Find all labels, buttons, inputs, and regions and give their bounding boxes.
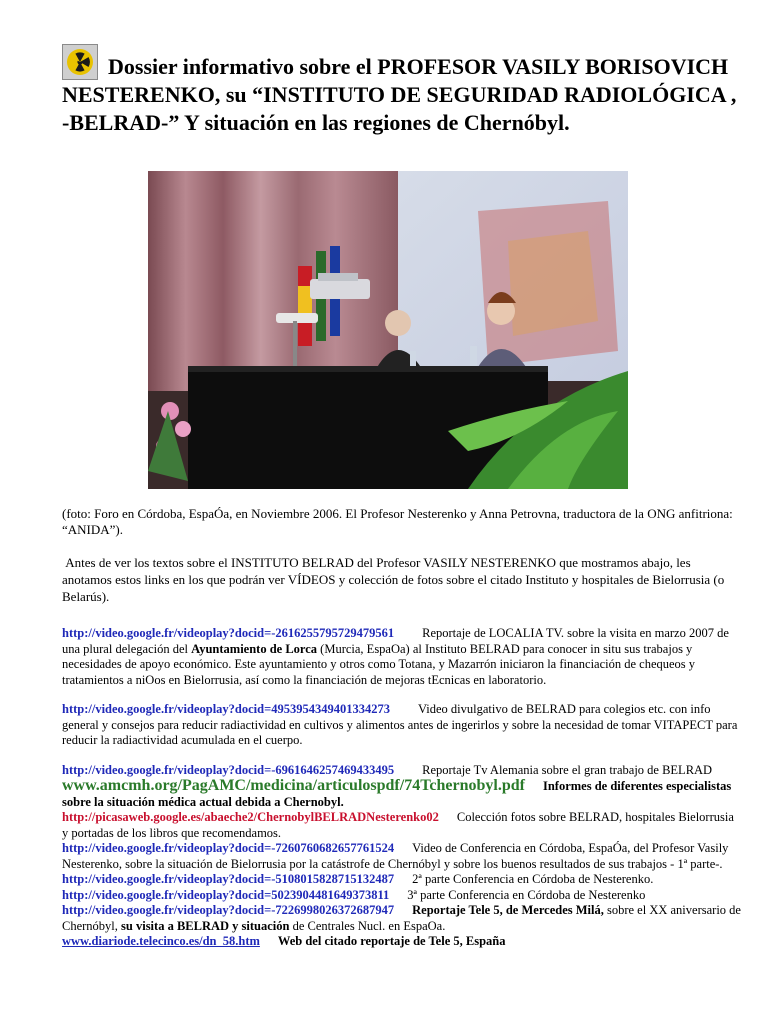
list-item — [62, 872, 742, 888]
entry-text-cont: de Centrales Nucl. en EspaOa. — [289, 918, 446, 933]
photo-caption: (foto: Foro en Córdoba, EspaÓa, en Noviembre 2006. El Profesor Nesterenko y Anna Petrovna, traductora de la ONG anfitriona: “ANIDA”). — [62, 506, 733, 537]
radiation-icon — [62, 44, 98, 80]
list-item — [62, 903, 742, 934]
list-item — [62, 702, 742, 749]
entry-text: Video de Conferencia en Córdoba, EspaÓa, del Profesor Vasily Nesterenko, sobre la situación de Bielorrusia por la catástrofe de Chernóbyl y sobre los buenos resultados de sus trabajos - 1ª parte-. — [62, 841, 729, 871]
list-item — [62, 778, 742, 810]
list-item — [62, 626, 742, 688]
entry-bold-text: Informes de diferentes especialistas sobre la situación médica actual debida a Chernobyl. — [62, 779, 732, 809]
web-link-telecinco[interactable]: www.diariode.telecinco.es/dn_58.htm — [62, 934, 260, 948]
video-link-divulgativo[interactable]: http://video.google.fr/videoplay?docid=4953954349401334273 — [62, 702, 390, 716]
entry-text: Reportaje Tv Alemania sobre el gran trabajo de BELRAD — [422, 762, 713, 777]
entry-text: 3ª parte Conferencia en Córdoba de Nesterenko — [407, 887, 646, 902]
entry-text-cont: (Murcia, EspaOa) al Instituto BELRAD para conocer in situ sus trabajos y necesidades de apoyo económico. Este ayuntamiento y otros como Totana, y Mazarrón iniciaron la financiación de chequeos y tratamientos a niOos en Bielorrusia, así como la financiación de mejoras tEcnicas en laboratorio. — [62, 641, 696, 687]
entry-text: Reportaje de LOCALIA TV. sobre la visita en marzo 2007 de una plural delegación del — [62, 626, 729, 656]
intro-text: Antes de ver los textos sobre el INSTITUTO BELRAD del Profesor VASILY NESTERENKO que mostramos abajo, les anotamos estos links en los que podrán ver VÍDEOS y colección de fotos sobre el citado Instituto y hospitales de Bielorrusia (o Belarús). — [62, 555, 725, 604]
list-item — [62, 888, 742, 904]
title-text: Dossier informativo sobre el PROFESOR VASILY BORISOVICH NESTERENKO, su “INSTITUTO DE SEGURIDAD RADIOLÓGICA , -BELRAD-” Y situación en las regiones de Chernóbyl. — [62, 54, 737, 135]
entry-bold-text: Reportaje Tele 5, de Mercedes Milá, — [412, 903, 604, 917]
list-item — [62, 763, 742, 779]
entry-bold-text-2: su visita a BELRAD y situación — [121, 918, 290, 933]
list-item — [62, 934, 742, 950]
entry-text: Video divulgativo de BELRAD para colegios etc. con info general y consejos para reducir radiactividad en cultivos y alimentos antes de ingerirlos y sobre la necesidad de tomar VITAPECT para reducir la radiactividad acumulada en el cuerpo. — [62, 702, 738, 747]
links-list — [62, 626, 742, 950]
photo-gallery-link[interactable]: http://picasaweb.google.es/abaeche2/ChernobylBELRADNesterenko02 — [62, 810, 439, 824]
entry-bold-text: Ayuntamiento de Lorca — [191, 641, 318, 656]
video-link-alemania[interactable]: http://video.google.fr/videoplay?docid=-6961646257469433495 — [62, 762, 395, 777]
conference-photo — [148, 171, 628, 489]
video-link-tele5[interactable]: http://video.google.fr/videoplay?docid=-7226998026372687947 — [62, 903, 395, 917]
entry-text: 2ª parte Conferencia en Córdoba de Nesterenko. — [412, 872, 654, 886]
entry-text: sobre el XX aniversario de Chernóbyl, — [62, 903, 741, 933]
video-link-conferencia-3[interactable]: http://video.google.fr/videoplay?docid=5023904481649373811 — [62, 887, 390, 902]
document-title — [62, 44, 742, 137]
video-link-conferencia-1[interactable]: http://video.google.fr/videoplay?docid=-7260760682657761524 — [62, 841, 395, 855]
video-link-conferencia-2[interactable]: http://video.google.fr/videoplay?docid=-5108015828715132487 — [62, 872, 395, 886]
document-page — [62, 44, 742, 948]
video-link-localia[interactable]: http://video.google.fr/videoplay?docid=-2616255795729479561 — [62, 626, 395, 640]
intro-paragraph — [62, 554, 742, 605]
pdf-link-amcmh[interactable]: www.amcmh.org/PagAMC/medicina/articulospdf/74Tchernobyl.pdf — [62, 777, 525, 794]
entry-text: Colección fotos sobre BELRAD, hospitales Bielorrusia y portadas de los libros que recomendamos. — [62, 810, 734, 840]
list-item — [62, 841, 742, 872]
entry-bold-text: Web del citado reportaje de Tele 5, España — [277, 934, 506, 948]
list-item — [62, 810, 742, 841]
